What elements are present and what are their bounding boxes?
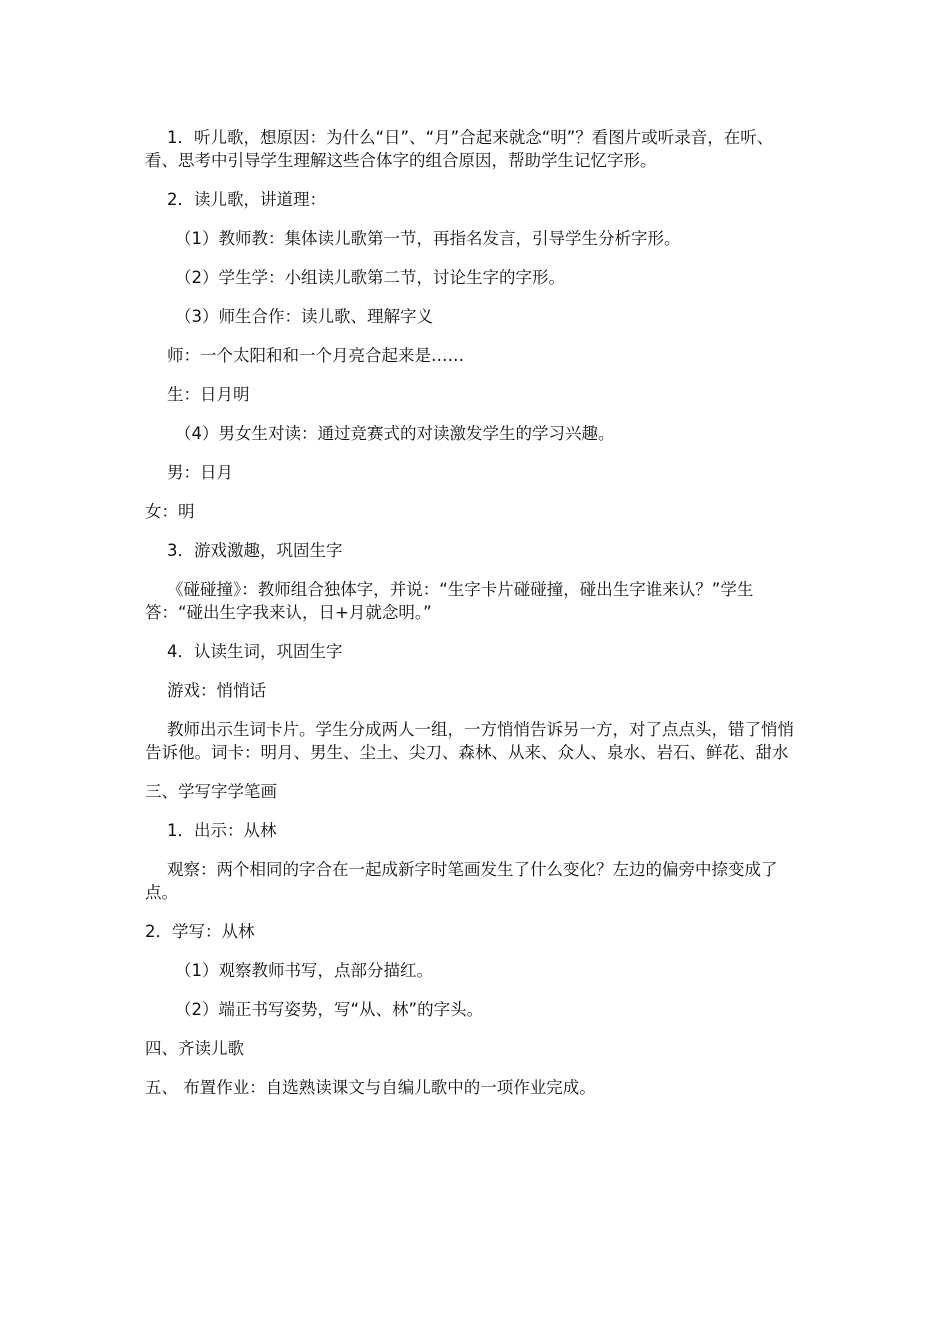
paragraph-student-learn: （2）学生学：小组读儿歌第二节，讨论生字的字形。 bbox=[175, 268, 565, 287]
paragraph-whisper-game: 游戏：悄悄话 bbox=[167, 681, 266, 700]
paragraph-read-words: 4．认读生词，巩固生字 bbox=[167, 642, 343, 661]
paragraph-game-intro: 3．游戏激趣，巩固生字 bbox=[167, 541, 343, 560]
paragraph-boys-line: 男：日月 bbox=[167, 463, 233, 482]
paragraph-teacher-line: 师：一个太阳和和一个月亮合起来是…… bbox=[167, 346, 464, 365]
paragraph-listen-song: 1．听儿歌，想原因：为什么“日”、“月”合起来就念“明”？看图片或听录音，在听、看、思考中引导学生理解这些合体字的组合原因，帮助学生记忆字形。 bbox=[145, 128, 774, 170]
paragraph-bump-game: 《碰碰撞》：教师组合独体字，并说：“生字卡片碰碰撞，碰出生字谁来认？”学生答：“碰出生字我来认，日+月就念明。” bbox=[145, 580, 754, 622]
paragraph-girls-line: 女：明 bbox=[145, 502, 195, 521]
section-heading-homework: 五、 布置作业：自选熟读课文与自编儿歌中的一项作业完成。 bbox=[145, 1078, 596, 1097]
paragraph-read-song: 2．读儿歌，讲道理： bbox=[167, 190, 326, 209]
paragraph-word-cards: 教师出示生词卡片。学生分成两人一组，一方悄悄告诉另一方，对了点点头，错了悄悄告诉他。词卡：明月、男生、尘土、尖刀、森林、从来、众人、泉水、岩石、鲜花、甜水 bbox=[145, 720, 794, 762]
paragraph-posture: （2）端正书写姿势，写“从、林”的字头。 bbox=[175, 1000, 484, 1019]
section-heading-read-together: 四、齐读儿歌 bbox=[145, 1039, 244, 1058]
paragraph-teacher-teach: （1）教师教：集体读儿歌第一节，再指名发言，引导学生分析字形。 bbox=[175, 229, 681, 248]
section-heading-writing: 三、学写字学笔画 bbox=[145, 782, 277, 801]
paragraph-show-words: 1．出示：从林 bbox=[167, 821, 277, 840]
paragraph-observe-teacher: （1）观察教师书写，点部分描红。 bbox=[175, 961, 433, 980]
paragraph-student-line: 生：日月明 bbox=[167, 385, 250, 404]
document-page bbox=[145, 126, 805, 1115]
paragraph-boys-girls: （4）男女生对读：通过竞赛式的对读激发学生的学习兴趣。 bbox=[175, 424, 615, 443]
paragraph-observe: 观察：两个相同的字合在一起成新字时笔画发生了什么变化？左边的偏旁中捺变成了点。 bbox=[145, 860, 778, 902]
paragraph-learn-write: 2．学写：从林 bbox=[145, 922, 255, 941]
paragraph-cooperation: （3）师生合作：读儿歌、理解字义 bbox=[175, 307, 433, 326]
